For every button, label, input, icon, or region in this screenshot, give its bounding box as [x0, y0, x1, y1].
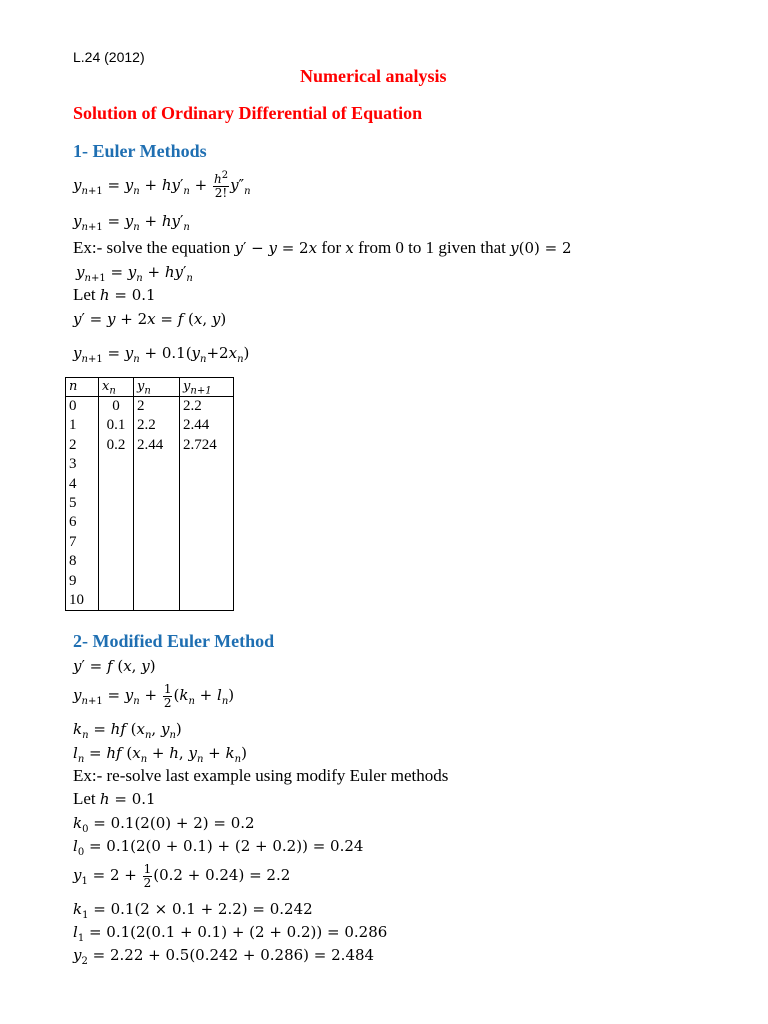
modified-euler-step-size: Let h = 0.1	[73, 789, 156, 808]
table-cell: 2.44	[180, 416, 234, 435]
table-row	[66, 513, 234, 532]
table-row	[66, 475, 234, 494]
table-cell: 0.1	[99, 416, 134, 435]
table-cell	[134, 572, 180, 591]
table-cell	[99, 475, 134, 494]
table-cell	[99, 513, 134, 532]
table-cell: 0	[99, 397, 134, 417]
ode-definition: y′ = f (x, y)	[73, 657, 156, 675]
table-cell	[99, 455, 134, 474]
table-row	[66, 591, 234, 611]
modified-euler-example: Ex:- re-solve last example using modify Euler methods	[73, 766, 449, 785]
y2-computation: $y_2 = 2.22 + 0.5(0.242 + 0.286) = 2.484$	[73, 946, 375, 967]
table-cell: 4	[66, 475, 99, 494]
lecture-tag: L.24 (2012)	[73, 49, 145, 65]
table-cell: 2.724	[180, 436, 234, 455]
table-cell	[180, 552, 234, 571]
table-cell	[99, 494, 134, 513]
table-row	[66, 533, 234, 552]
table-cell: 2	[134, 397, 180, 417]
table-cell	[180, 455, 234, 474]
ln-formula: $l_n$ = hf ($x_n + h$, $y_n + k_n$)	[73, 744, 247, 765]
euler-table	[65, 377, 234, 611]
table-cell	[99, 591, 134, 611]
table-cell	[180, 494, 234, 513]
kn-formula: $k_n$ = hf ($x_n$, $y_n$)	[73, 720, 182, 741]
table-row	[66, 397, 234, 417]
k0-computation: $k_0 = 0.1(2(0) + 2) = 0.2$	[73, 814, 255, 835]
table-header-row	[66, 378, 234, 397]
table-cell	[180, 591, 234, 611]
table-row	[66, 552, 234, 571]
table-cell: 6	[66, 513, 99, 532]
column-header-yn: $y_n$	[134, 378, 180, 397]
section-heading-euler: 1- Euler Methods	[73, 141, 207, 161]
section-heading-modified-euler: 2- Modified Euler Method	[73, 631, 275, 651]
table-row	[66, 572, 234, 591]
derivative-definition: y′ = y + 2x = f (x, y)	[73, 310, 227, 328]
table-cell: 5	[66, 494, 99, 513]
table-cell	[134, 494, 180, 513]
table-cell: 9	[66, 572, 99, 591]
table-cell	[180, 572, 234, 591]
table-cell	[134, 533, 180, 552]
table-cell: 2.2	[180, 397, 234, 417]
table-cell	[134, 513, 180, 532]
euler-formula-repeat: $y_{n+1} = y_n + hy'_n$	[76, 263, 193, 284]
euler-formula: $y_{n+1} = y_n + hy'_n$	[73, 212, 190, 233]
table-cell	[180, 475, 234, 494]
table-cell	[134, 475, 180, 494]
table-cell	[99, 533, 134, 552]
table-cell	[134, 455, 180, 474]
table-cell: 7	[66, 533, 99, 552]
table-cell	[180, 513, 234, 532]
column-header-yn1: $y_{n+1}$	[180, 378, 234, 397]
table-row	[66, 416, 234, 435]
table-cell	[134, 591, 180, 611]
column-header-xn: $x_n$	[99, 378, 134, 397]
table-cell: 0.2	[99, 436, 134, 455]
table-cell: 8	[66, 552, 99, 571]
modified-euler-formula: $y_{n+1} = y_n$ + $\frac{1}{2}$ $(k_n + l_n)$	[73, 681, 235, 710]
table-cell: 10	[66, 591, 99, 611]
table-cell: 2.44	[134, 436, 180, 455]
page-title: Numerical analysis	[300, 66, 447, 86]
y1-computation: $y_1 = 2$ + $\frac{1}{2}$ (0.2 + 0.24) = 2.2	[73, 861, 291, 890]
euler-example: Ex:- solve the equation y′ − y = 2x for x from 0 to 1 given that y(0) = 2	[73, 238, 572, 257]
table-cell: 1	[66, 416, 99, 435]
table-cell: 2.2	[134, 416, 180, 435]
table-cell	[99, 552, 134, 571]
k1-computation: $k_1 = 0.1(2 \times 0.1 + 2.2) = 0.242$	[73, 900, 313, 921]
l0-computation: $l_0 = 0.1(2(0 + 0.1) + (2 + 0.2)) = 0.24$	[73, 837, 364, 858]
table-cell	[180, 533, 234, 552]
l1-computation: $l_1 = 0.1(2(0.1 + 0.1) + (2 + 0.2)) = 0.286$	[73, 923, 388, 944]
table-row	[66, 494, 234, 513]
table-cell: 0	[66, 397, 99, 417]
euler-iteration-formula: $y_{n+1} = y_n + 0.1(y_n+2x_n)$	[73, 344, 250, 365]
column-header-n: n	[66, 378, 99, 397]
euler-taylor-formula: $y_{n+1} = y_n + hy'_n$ + $\frac{h^2}{2!}$ $y''_n$	[73, 169, 251, 200]
table-cell: 2	[66, 436, 99, 455]
table-cell	[134, 552, 180, 571]
table-cell	[99, 572, 134, 591]
page-subtitle: Solution of Ordinary Differential of Equation	[73, 103, 423, 123]
table-row	[66, 455, 234, 474]
table-row	[66, 436, 234, 455]
table-cell: 3	[66, 455, 99, 474]
euler-step-size: Let h = 0.1	[73, 285, 156, 304]
